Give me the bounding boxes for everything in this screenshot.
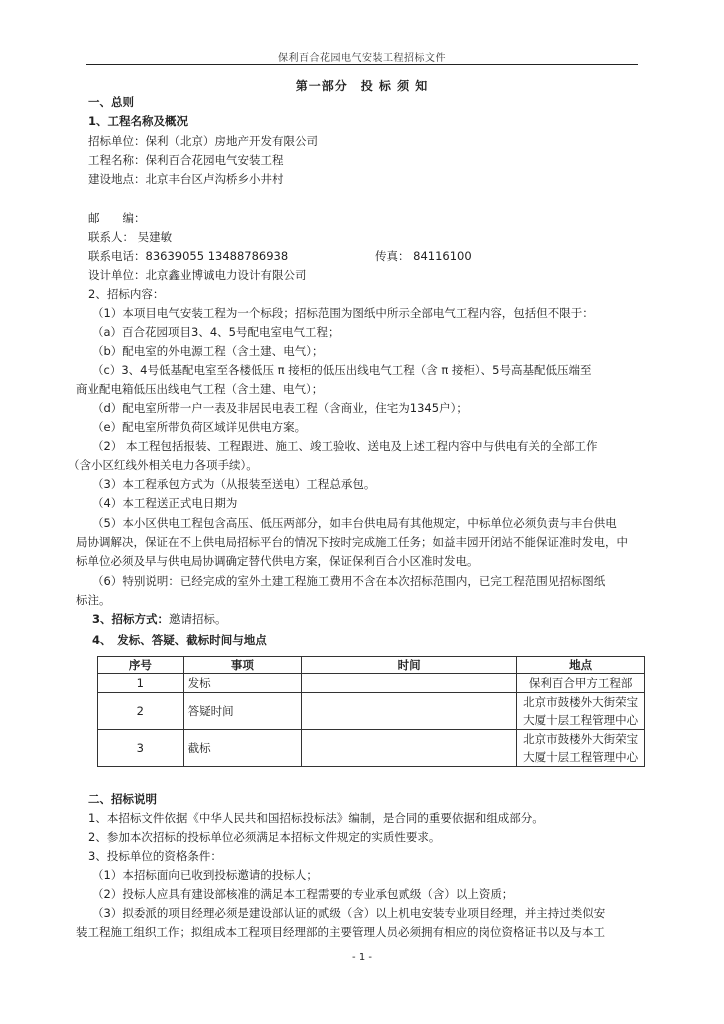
instruction-3: 3、投标单位的资格条件： [88,849,222,863]
row-place-line: 北京市鼓楼外大街荣宝 [523,695,639,709]
method-value: 邀请招标。 [169,612,227,626]
scope-item-5-line3: 标单位必须及早与供电局协调确定替代供电方案，保证保利百合小区准时发电。 [76,554,479,568]
row-place-line: 保利百合甲方工程部 [528,676,633,690]
phone-line: 联系电话：83639055 13488786938 [88,249,289,263]
row-item: 发标 [183,674,301,693]
table-row [98,730,645,767]
project-name-line: 工程名称：保利百合花园电气安装工程 [88,153,284,167]
row-place [517,674,645,693]
subheading-scope: 2、招标内容： [88,287,165,301]
header-rule [86,64,638,65]
row-time [302,674,517,693]
scope-item-c-line2: 商业配电箱低压出线电气工程（含土建、电气）； [76,382,324,396]
row-time [302,693,517,730]
scope-item-2-line1: （2） 本工程包括报装、工程跟进、施工、竣工验收、送电及上述工程内容中与供电有关的全部工作 [92,439,598,453]
scope-item-c-line1: （c）3、4号低基配电室至各楼低压 π 接柜的低压出线电气工程（含 π 接柜）、5号高基配低压端至 [92,363,592,377]
qualification-1: （1）本招标面向已收到投标邀请的投标人； [92,868,318,882]
section-heading-general: 一、总则 [88,95,134,109]
scope-item-d: （d）配电室所带一户一表及非居民电表工程（含商业，住宅为1345户）； [92,401,468,415]
scope-item-4: （4）本工程送正式电日期为 [92,496,238,510]
scope-item-e: （e）配电室所带负荷区域详见供电方案。 [92,420,307,434]
scope-item-3: （3）本工程承包方式为（从报装至送电）工程总承包。 [92,477,376,491]
running-header: 保利百合花园电气安装工程招标文件 [278,53,446,64]
row-no: 1 [98,674,184,693]
row-place-line: 大厦十层工程管理中心 [523,713,639,727]
row-item: 截标 [183,730,301,767]
designer-line: 设计单位：北京鑫业博诚电力设计有限公司 [88,268,307,282]
contact-line: 联系人： 吴建敏 [88,230,173,244]
subheading-method [92,612,227,627]
header-no: 序号 [98,657,184,674]
scope-item-5-line2: 局协调解决，保证在不上供电局招标平台的情况下按时完成施工任务；如益丰园开闭站不能保证准时发电，中 [76,535,628,549]
section-heading-instructions: 二、招标说明 [88,792,157,806]
row-no: 3 [98,730,184,767]
qualification-3-line1: （3）拟委派的项目经理必须是建设部认证的贰级（含）以上机电安装专业项目经理，并主持过类似安 [92,906,606,920]
instruction-2: 2、参加本次招标的投标单位必须满足本招标文件规定的实质性要求。 [88,830,441,844]
row-time [302,730,517,767]
part-title: 第一部分 投 标 须 知 [295,79,429,93]
method-label: 3、招标方式： [92,612,170,626]
schedule-table [97,656,645,767]
scope-item-2-line2: （含小区红线外相关电力各项手续）。 [68,458,258,472]
fax-line: 传真： 84116100 [375,249,472,263]
row-place-line: 北京市鼓楼外大街荣宝 [523,732,639,746]
row-no: 2 [98,693,184,730]
table-row [98,674,645,693]
postcode-line: 邮 编： [88,211,146,225]
table-header-row [98,657,645,674]
scope-item-a: （a）百合花园项目3、4、5号配电室电气工程； [92,325,340,339]
header-place: 地点 [517,657,645,674]
scope-item-6-line2: 标注。 [76,593,111,607]
row-item: 答疑时间 [183,693,301,730]
site-line: 建设地点：北京丰台区卢沟桥乡小井村 [88,172,284,186]
table-row [98,693,645,730]
qualification-2: （2）投标人应具有建设部核准的满足本工程需要的专业承包贰级（含）以上资质； [92,887,514,901]
qualification-3-line2: 装工程施工组织工作；拟组成本工程项目经理部的主要管理人员必须拥有相应的岗位资格证书以及与本工 [76,925,605,939]
scope-item-b: （b）配电室的外电源工程（含土建、电气）； [92,344,324,358]
header-item: 事项 [183,657,301,674]
subheading-project-info: 1、工程名称及概况 [88,114,189,128]
row-place-line: 大厦十层工程管理中心 [523,750,639,764]
scope-item-1: （1）本项目电气安装工程为一个标段；招标范围为图纸中所示全部电气工程内容，包括但不限于： [92,306,594,320]
header-time: 时间 [302,657,517,674]
page-number: - 1 - [352,952,372,963]
subheading-schedule: 4、 发标、答疑、截标时间与地点 [92,633,267,647]
row-place [517,693,645,730]
instruction-1: 1、本招标文件依据《中华人民共和国招标投标法》编制，是合同的重要依据和组成部分。 [88,811,544,825]
scope-item-5-line1: （5）本小区供电工程包含高压、低压两部分，如丰台供电局有其他规定，中标单位必须负责与丰台供电 [92,516,617,530]
owner-line: 招标单位：保利（北京）房地产开发有限公司 [88,134,318,148]
scope-item-6-line1: （6）特别说明：已经完成的室外土建工程施工费用不含在本次招标范围内，已完工程范围见招标图纸 [92,574,606,588]
row-place [517,730,645,767]
